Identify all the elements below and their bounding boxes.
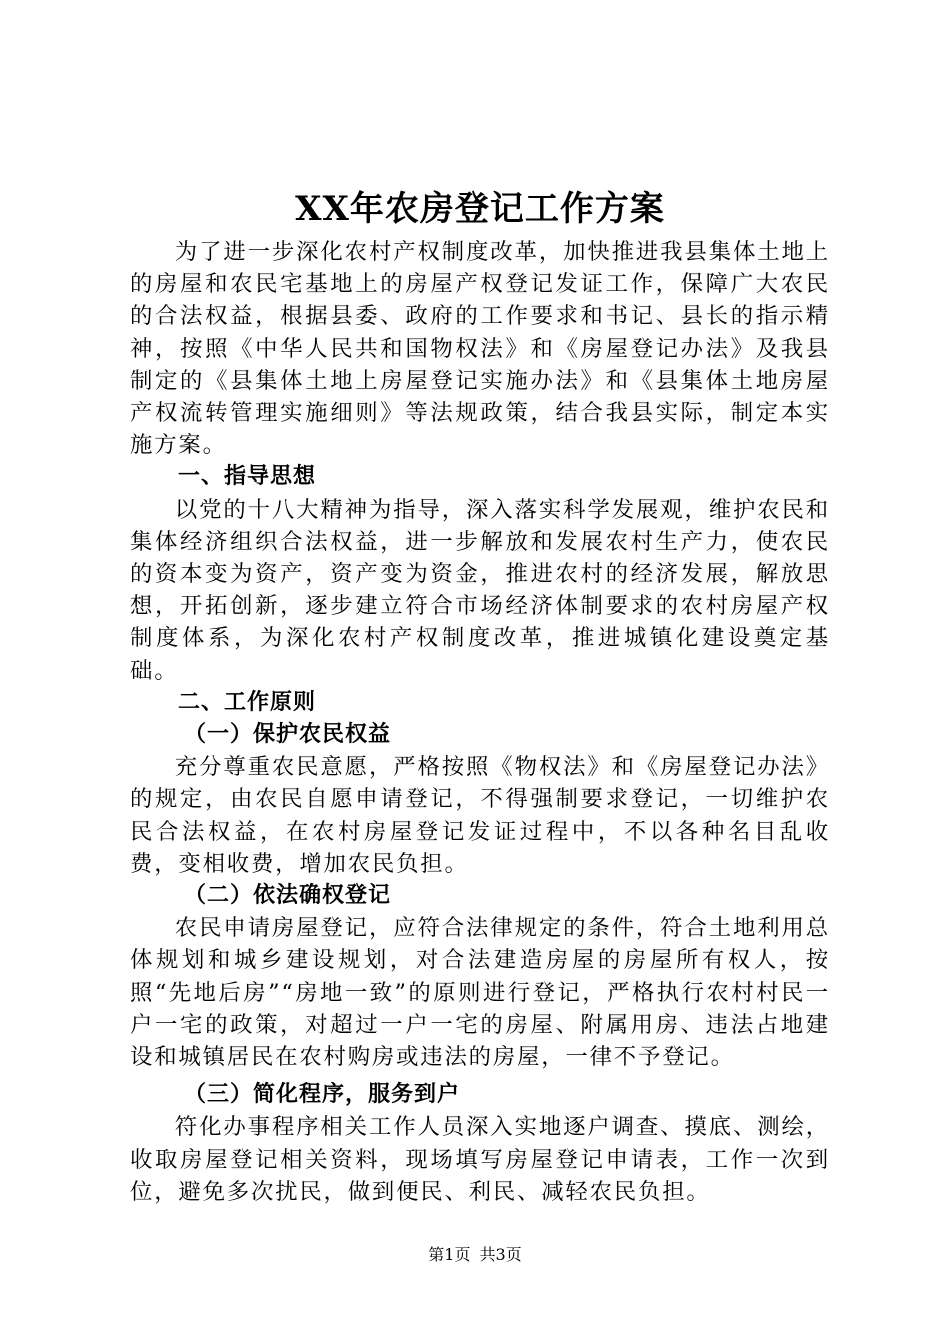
subsection1-paragraph: 充分尊重农民意愿，严格按照《物权法》和《房屋登记办法》的规定，由农民自愿申请登记，不得强制要求登记，一切维护农民合法权益，在农村房屋登记发证过程中，不以各种名目乱收费，变相收费，增加农民负担。 xyxy=(130,754,830,877)
subsection3-paragraph: 符化办事程序相关工作人员深入实地逐户调查、摸底、测绘，收取房屋登记相关资料，现场填写房屋登记申请表，工作一次到位，避免多次扰民，做到便民、利民、减轻农民负担。 xyxy=(130,1114,830,1205)
section1-heading: 一、指导思想 xyxy=(178,464,317,490)
subsection2-heading: （二）依法确权登记 xyxy=(184,883,392,909)
subsection1-heading: （一）保护农民权益 xyxy=(184,722,392,748)
document-title: XX年农房登记工作方案 xyxy=(295,189,665,229)
document-page xyxy=(130,182,830,1208)
subsection3-heading: （三）简化程序，服务到户 xyxy=(184,1082,461,1108)
section1-paragraph: 以党的十八大精神为指导，深入落实科学发展观，维护农民和集体经济组织合法权益，进一步解放和发展农村生产力，使农民的资本变为资产，资产变为资金，推进农村的经济发展，解放思想，开拓创新，逐步建立符合市场经济体制要求的农村房屋产权制度体系，为深化农村产权制度改革，推进城镇化建设奠定基础。 xyxy=(130,496,830,684)
page-number-footer: 第1页 共3页 xyxy=(428,1245,522,1264)
subsection2-paragraph: 农民申请房屋登记，应符合法律规定的条件，符合土地利用总体规划和城乡建设规划，对合法建造房屋的房屋所有权人，按照“先地后房”“房地一致”的原则进行登记，严格执行农村村民一户一宅的政策，对超过一户一宅的房屋、附属用房、违法占地建设和城镇居民在农村购房或违法的房屋，一律不予登记。 xyxy=(130,915,830,1071)
section2-heading: 二、工作原则 xyxy=(178,689,317,715)
intro-paragraph: 为了进一步深化农村产权制度改革，加快推进我县集体土地上的房屋和农民宅基地上的房屋产权登记发证工作，保障广大农民的合法权益，根据县委、政府的工作要求和书记、县长的指示精神，按照《中华人民共和国物权法》和《房屋登记办法》及我县制定的《县集体土地上房屋登记实施办法》和《县集体土地房屋产权流转管理实施细则》等法规政策，结合我县实际，制定本实施方案。 xyxy=(130,239,830,459)
